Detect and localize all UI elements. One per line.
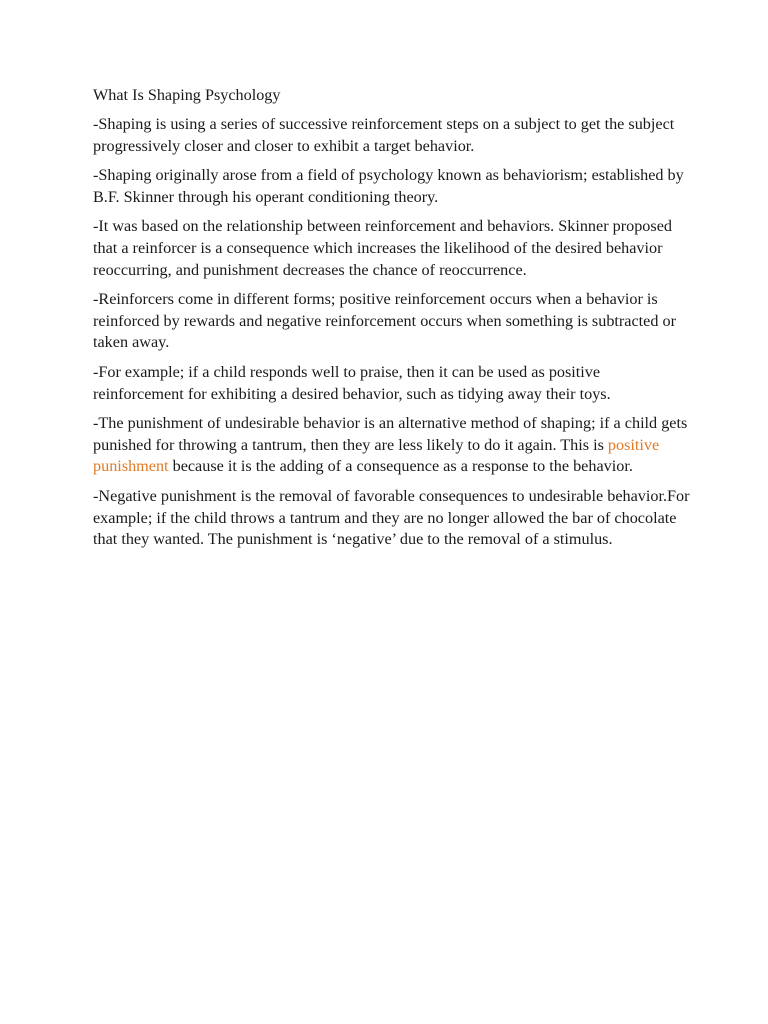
document-page (93, 85, 693, 559)
paragraph-praise-example: -For example; if a child responds well to praise, then it can be used as positive reinforcement for exhibiting a desired behavior, such as tidying away their toys. (93, 362, 611, 403)
positive-punishment-link[interactable]: positive punishment (93, 435, 660, 476)
paragraph-shaping-definition: -Shaping is using a series of successive reinforcement steps on a subject to get the subject progressively closer and closer to exhibit a target behavior. (93, 114, 675, 155)
punishment-text-after: because it is the adding of a consequence as a response to the behavior. (168, 457, 633, 476)
punishment-text-before: -The punishment of undesirable behavior is an alternative method of shaping; if a child gets punished for throwing a tantrum, then they are less likely to do it again. This is (93, 413, 688, 454)
document-title: What Is Shaping Psychology (93, 86, 281, 104)
paragraph-punishment (93, 413, 693, 478)
paragraph-reinforcement-relationship: -It was based on the relationship between reinforcement and behaviors. Skinner proposed that a reinforcer is a consequence which increases the likelihood of the desired behavior reoccurring, and punishment decreases the chance of reoccurrence. (93, 216, 672, 279)
paragraph-reinforcer-forms: -Reinforcers come in different forms; positive reinforcement occurs when a behavior is reinforced by rewards and negative reinforcement occurs when something is subtracted or taken away. (93, 289, 676, 352)
paragraph-negative-punishment: -Negative punishment is the removal of favorable consequences to undesirable behavior.For example; if the child throws a tantrum and they are no longer allowed the bar of chocolate that they wanted. The punishment is ‘negative’ due to the removal of a stimulus. (93, 486, 690, 549)
paragraph-shaping-origin: -Shaping originally arose from a field of psychology known as behaviorism; established by B.F. Skinner through his operant conditioning theory. (93, 165, 684, 206)
